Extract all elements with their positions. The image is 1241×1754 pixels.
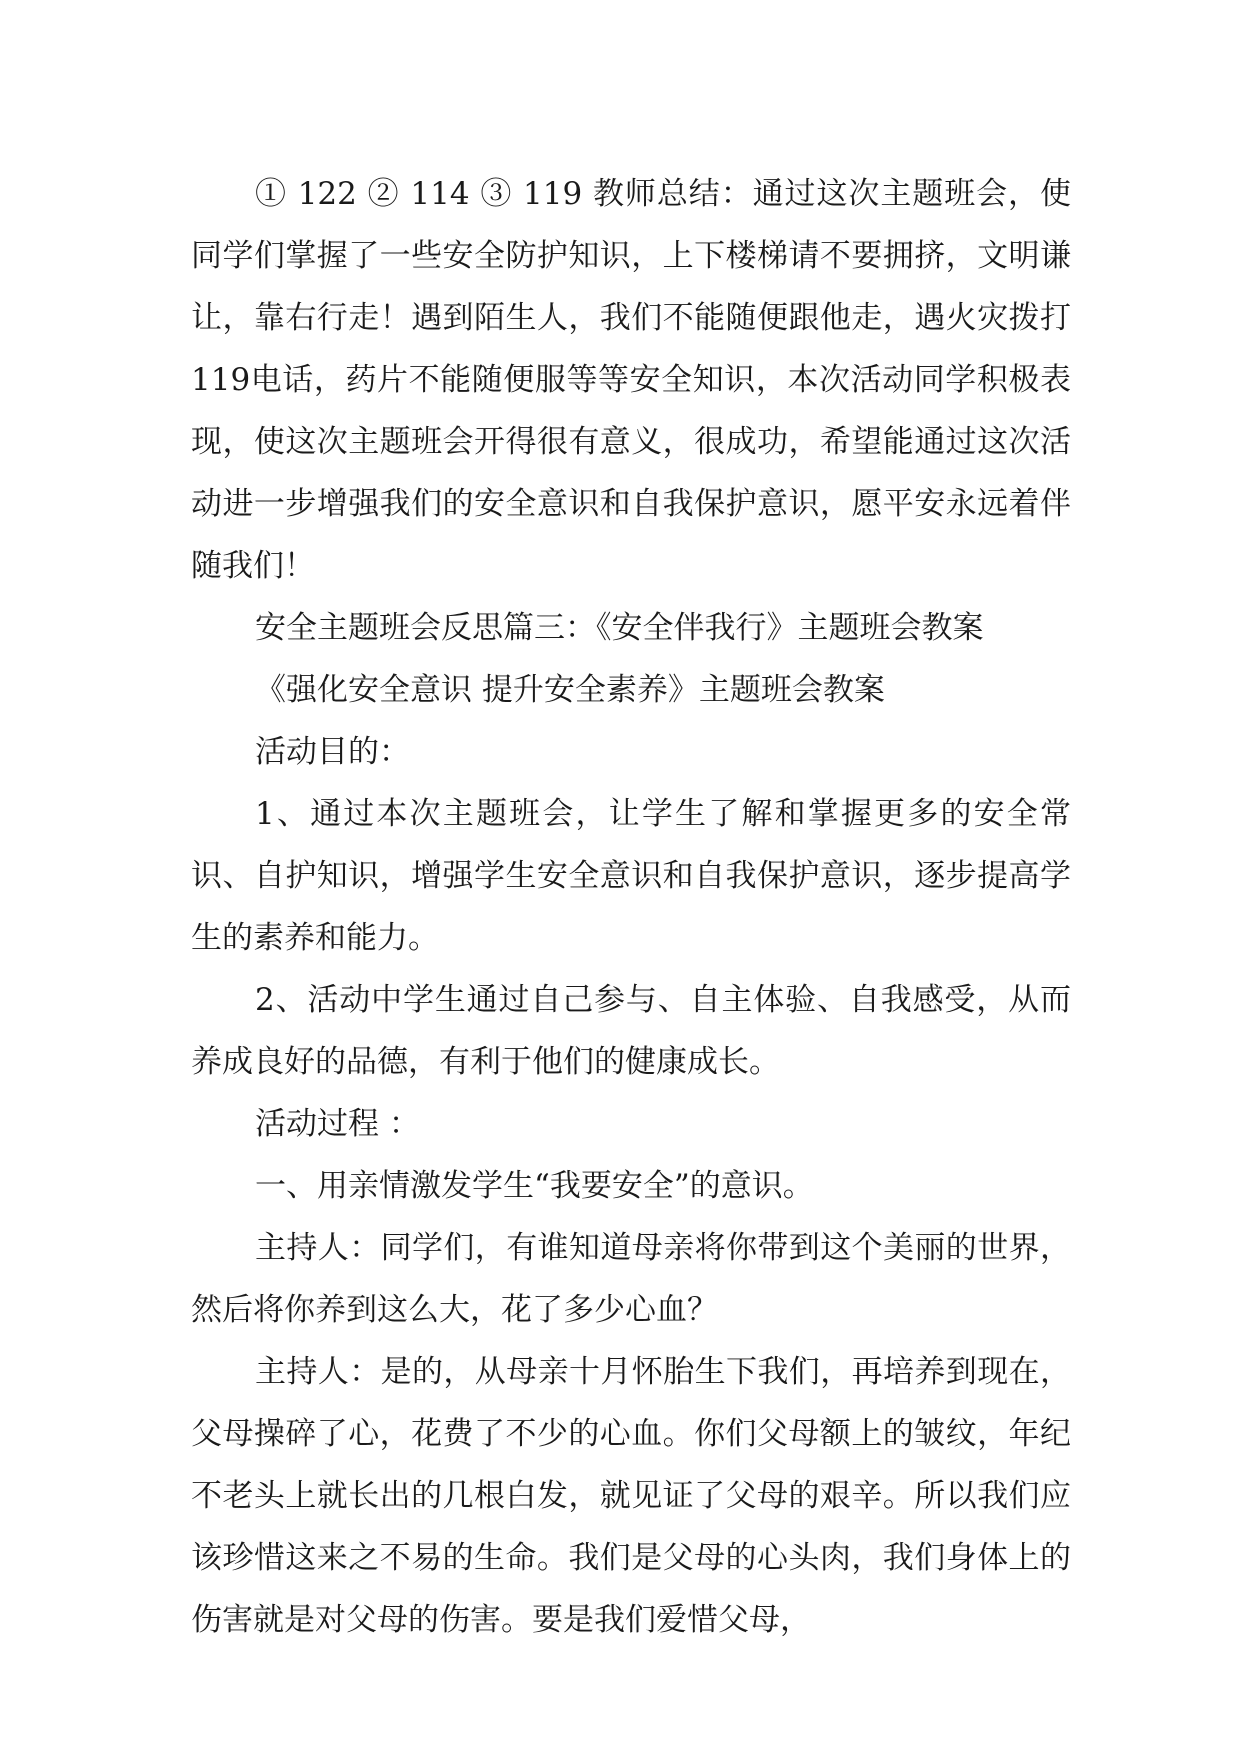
paragraph-host-question: 主持人：同学们，有谁知道母亲将你带到这个美丽的世界，然后将你养到这么大，花了多少心血？ bbox=[191, 1230, 1071, 1328]
paragraph-activity-process-heading: 活动过程 ： bbox=[255, 1106, 420, 1142]
paragraph-purpose-1: 1、通过本次主题班会，让学生了解和掌握更多的安全常识、自护知识，增强学生安全意识和自我保护意识，逐步提高学生的素养和能力。 bbox=[191, 796, 1071, 956]
paragraph-teacher-summary: ① 122 ② 114 ③ 119 教师总结：通过这次主题班会，使同学们掌握了一些安全防护知识，上下楼梯请不要拥挤，文明谦让，靠右行走！遇到陌生人，我们不能随便跟他走，遇火灾拨打119电话，药片不能随便服等等安全知识，本次活动同学积极表现，使这次主题班会开得很有意义，很成功，希望能通过这次活动进一步增强我们的安全意识和自我保护意识，愿平安永远着伴随我们！ bbox=[191, 176, 1071, 584]
paragraph-activity-purpose-heading: 活动目的： bbox=[255, 734, 410, 770]
paragraph-host-answer: 主持人：是的，从母亲十月怀胎生下我们，再培养到现在，父母操碎了心，花费了不少的心血。你们父母额上的皱纹，年纪不老头上就长出的几根白发，就见证了父母的艰辛。所以我们应该珍惜这来之不易的生命。我们是父母的心头肉，我们身体上的伤害就是对父母的伤害。要是我们爱惜父母， bbox=[191, 1354, 1071, 1638]
document-body bbox=[191, 163, 1071, 1651]
paragraph-purpose-2: 2、活动中学生通过自己参与、自主体验、自我感受，从而养成良好的品德，有利于他们的健康成长。 bbox=[191, 982, 1071, 1080]
paragraph-lesson-title: 《强化安全意识 提升安全素养》主题班会教案 bbox=[255, 672, 885, 708]
paragraph-section-title: 安全主题班会反思篇三：《安全伴我行》主题班会教案 bbox=[255, 610, 984, 646]
paragraph-step-1-heading: 一、用亲情激发学生“我要安全”的意识。 bbox=[255, 1168, 814, 1204]
